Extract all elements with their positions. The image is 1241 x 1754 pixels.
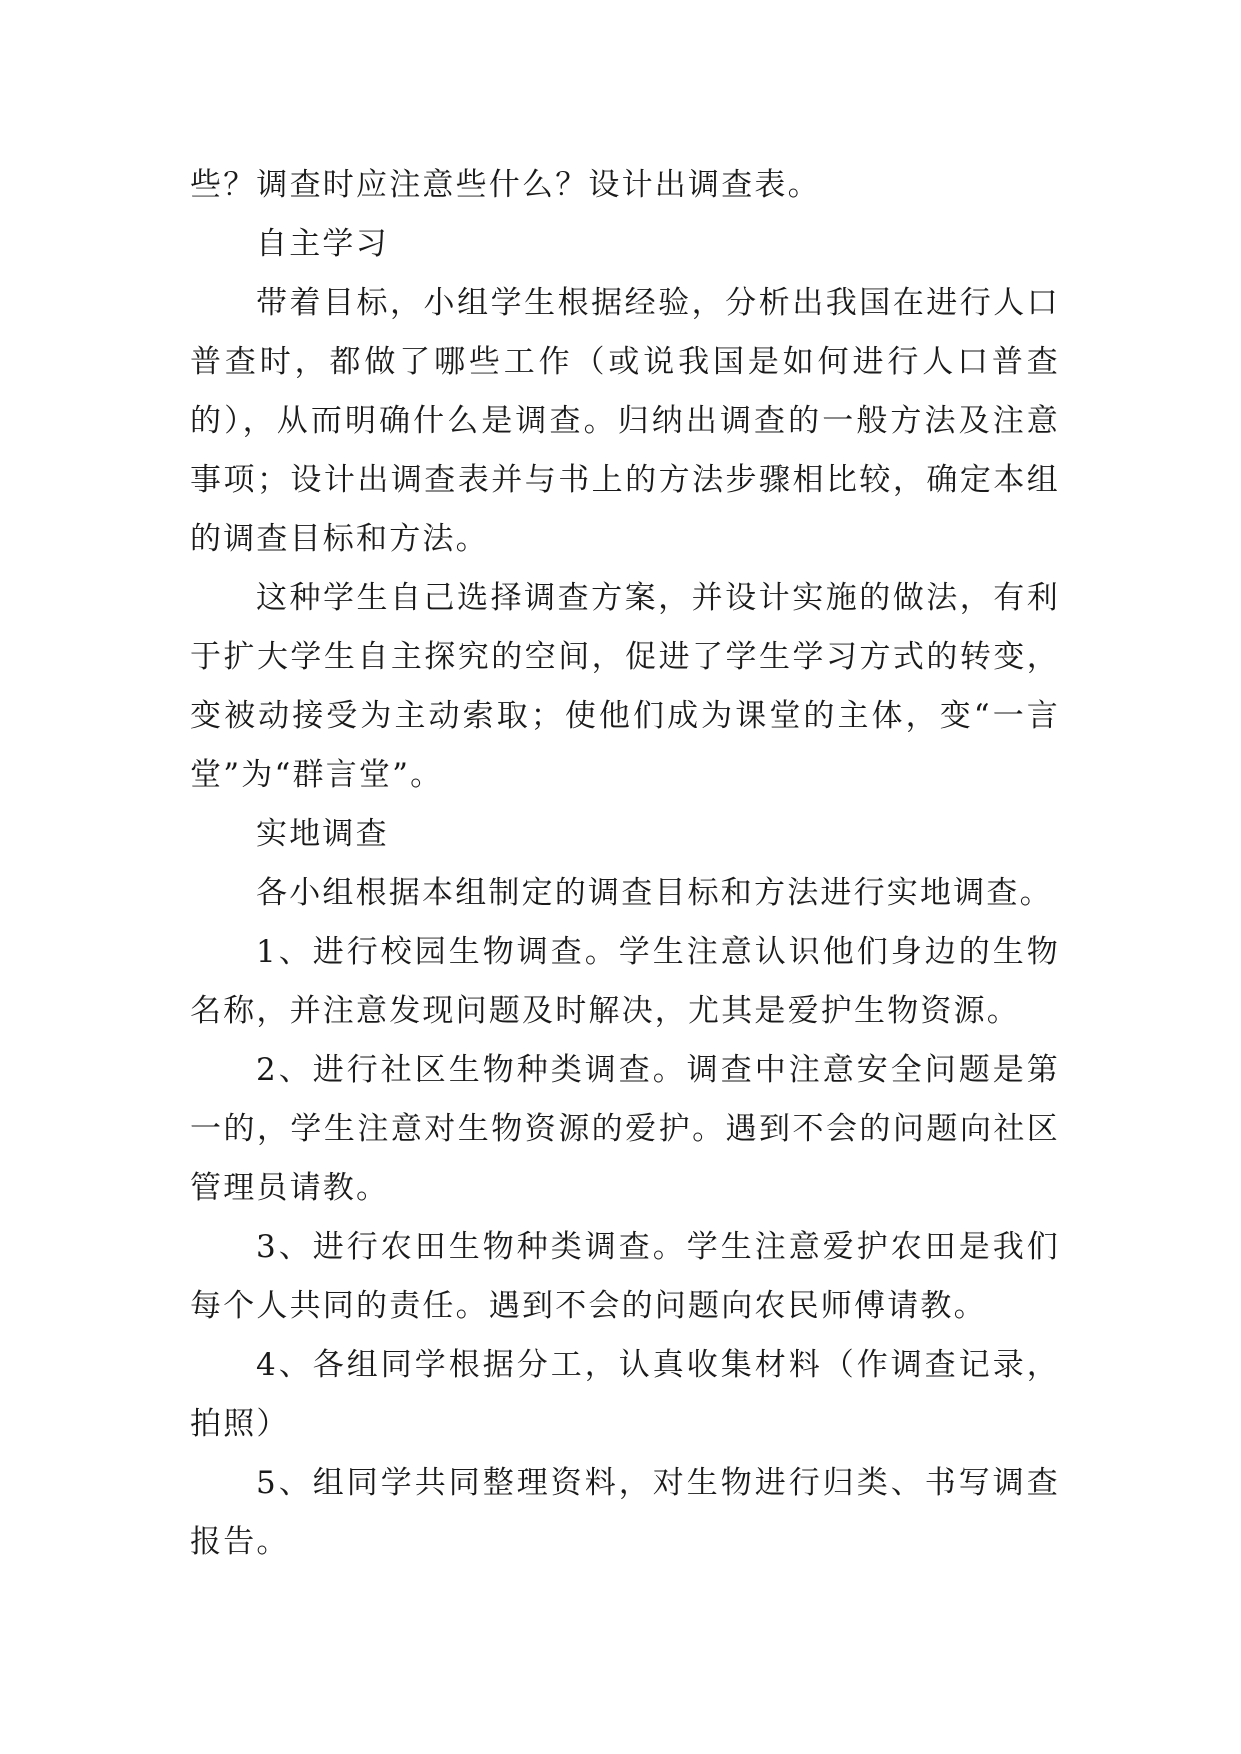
paragraph-field-survey: 各小组根据本组制定的调查目标和方法进行实地调查。 [256,875,1053,911]
paragraph-benefits: 这种学生自己选择调查方案，并设计实施的做法，有利于扩大学生自主探究的空间，促进了学生学习方式的转变，变被动接受为主动索取；使他们成为课堂的主体，变“一言堂”为“群言堂”。 [190,580,1060,793]
paragraph-continuation: 些？调查时应注意些什么？设计出调查表。 [190,167,821,203]
list-item-collect-materials: 4、各组同学根据分工，认真收集材料（作调查记录，拍照） [190,1347,1060,1442]
heading-field-survey: 实地调查 [256,816,389,852]
paragraph-self-study: 带着目标，小组学生根据经验，分析出我国在进行人口普查时，都做了哪些工作（或说我国是如何进行人口普查的），从而明确什么是调查。归纳出调查的一般方法及注意事项；设计出调查表并与书上的方法步骤相比较，确定本组的调查目标和方法。 [190,285,1060,557]
document-body [190,156,1060,1572]
list-item-farmland-survey: 3、进行农田生物种类调查。学生注意爱护农田是我们每个人共同的责任。遇到不会的问题向农民师傅请教。 [190,1229,1060,1324]
list-item-campus-survey: 1、进行校园生物调查。学生注意认识他们身边的生物名称，并注意发现问题及时解决，尤其是爱护生物资源。 [190,934,1060,1029]
list-item-community-survey: 2、进行社区生物种类调查。调查中注意安全问题是第一的，学生注意对生物资源的爱护。遇到不会的问题向社区管理员请教。 [190,1052,1060,1206]
list-item-organize-report: 5、组同学共同整理资料，对生物进行归类、书写调查报告。 [190,1465,1060,1560]
heading-self-study: 自主学习 [256,226,389,262]
